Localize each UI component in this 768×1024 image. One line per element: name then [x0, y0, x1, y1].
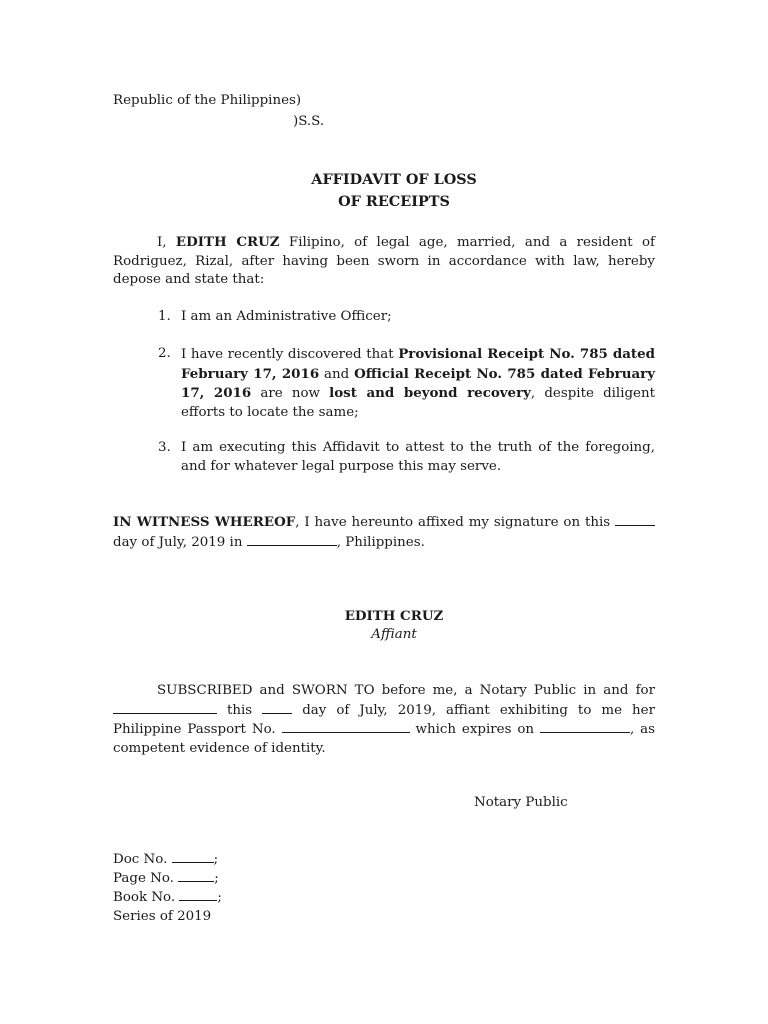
semicolon: ;	[214, 871, 219, 886]
jurat-text: which expires on	[409, 722, 540, 738]
item-number: 3.	[158, 440, 171, 455]
intro-text: Filipino, of legal age, married, and a resident of Rodriguez, Rizal, after having been sworn in accordance with law, hereby depose and state that:	[113, 235, 655, 288]
venue-line-1: Republic of the Philippines)	[113, 93, 302, 108]
page-number-label: Page No.	[113, 871, 174, 886]
jurisdiction-blank	[113, 701, 217, 714]
passport-number-blank	[282, 720, 410, 733]
doc-number-blank	[172, 850, 214, 863]
venue-line-2: )S.S.	[293, 114, 325, 129]
jurat-text: day of July, 2019, affiant exhibiting to me her Philippine Passport No.	[113, 702, 655, 738]
semicolon: ;	[217, 890, 222, 905]
book-number-line	[113, 888, 222, 907]
notary-public-label: Notary Public	[474, 795, 568, 810]
title-line-2: OF RECEIPTS	[338, 193, 450, 210]
witness-heading: IN WITNESS WHEREOF	[113, 514, 296, 530]
date-blank	[615, 513, 655, 526]
series-line: Series of 2019	[113, 909, 212, 924]
signature-block	[113, 607, 675, 644]
item-text-part: I have recently discovered that	[181, 347, 399, 362]
expiry-date-blank	[540, 720, 630, 733]
item-text	[181, 345, 655, 422]
provisional-receipt-ref: Provisional Receipt No. 785 dated February 17, 2016	[181, 346, 655, 382]
statement-item-3	[158, 439, 655, 476]
item-text-part: , despite diligent efforts to locate the same;	[181, 386, 655, 420]
document-title	[113, 169, 675, 213]
page-number-line	[113, 869, 222, 888]
item-number: 1.	[158, 309, 171, 324]
witness-text: , I have hereunto affixed my signature on this	[295, 515, 615, 530]
item-text: I am executing this Affidavit to attest to the truth of the foregoing, and for whatever legal purpose this may serve.	[181, 440, 655, 474]
jurat-date-blank	[262, 701, 292, 714]
item-number: 2.	[158, 346, 171, 361]
signatory-name: EDITH CRUZ	[344, 608, 444, 624]
jurat-text: SUBSCRIBED and SWORN TO before me, a Notary Public in and for	[157, 683, 655, 698]
official-receipt-ref: Official Receipt No. 785 dated February 17, 2016	[181, 365, 655, 402]
semicolon: ;	[213, 852, 219, 867]
statement-item-2	[158, 345, 655, 422]
jurat-text: this	[217, 702, 263, 718]
jurat-text: , as competent evidence of identity.	[113, 722, 656, 756]
doc-number-label: Doc No.	[113, 852, 168, 867]
statement-item-1	[158, 308, 655, 327]
item-text-part: are now	[251, 386, 330, 402]
loss-status: lost and beyond recovery	[329, 385, 531, 402]
item-text: I am an Administrative Officer;	[181, 309, 392, 324]
witness-paragraph	[113, 513, 655, 552]
item-text-part: and	[319, 366, 355, 382]
intro-prefix: I,	[157, 235, 176, 250]
intro-paragraph	[113, 233, 655, 290]
jurat-paragraph	[113, 682, 655, 758]
book-number-label: Book No.	[113, 890, 176, 905]
page-number-blank	[178, 869, 214, 882]
title-line-1: AFFIDAVIT OF LOSS	[311, 171, 477, 188]
notarial-register	[113, 850, 222, 926]
affiant-name: EDITH CRUZ	[175, 234, 280, 250]
witness-text: day of July, 2019 in	[113, 534, 247, 550]
doc-number-line	[113, 850, 222, 869]
signatory-role: Affiant	[371, 626, 417, 642]
book-number-blank	[179, 888, 217, 901]
witness-text: , Philippines.	[336, 534, 425, 550]
place-blank	[247, 533, 337, 546]
